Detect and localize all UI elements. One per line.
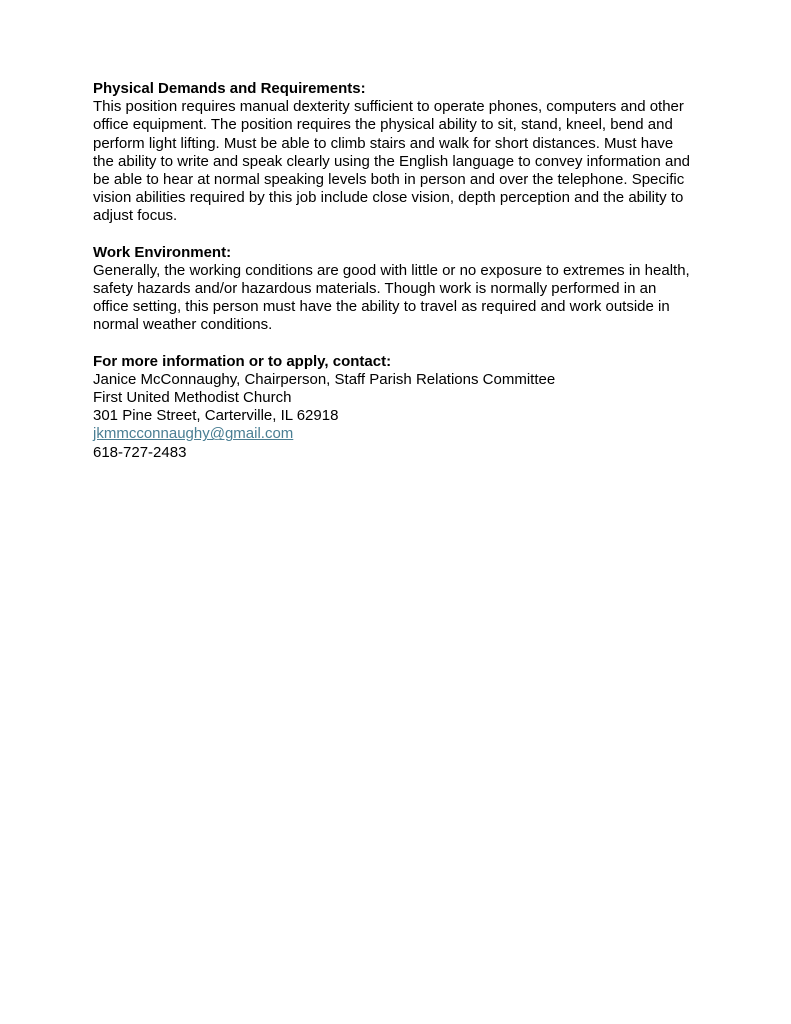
- work-environment-body: Generally, the working conditions are good with little or no exposure to extremes in health, safety hazards and/or hazardous materials. Though work is normally performed in an office setting, this person must have the ability to travel as required and work outside in normal weather conditions.: [93, 261, 690, 334]
- section-contact: [93, 353, 693, 462]
- contact-phone: 618-727-2483: [93, 443, 187, 461]
- contact-address: 301 Pine Street, Carterville, IL 62918: [93, 407, 339, 425]
- contact-email-line: [93, 425, 693, 443]
- contact-heading: For more information or to apply, contact:: [93, 352, 392, 370]
- section-physical-demands: [93, 80, 693, 226]
- contact-organization: First United Methodist Church: [93, 389, 292, 407]
- contact-name-line: Janice McConnaughy, Chairperson, Staff Parish Relations Committee: [93, 370, 556, 388]
- physical-demands-body: This position requires manual dexterity sufficient to operate phones, computers and other office equipment. The position requires the physical ability to sit, stand, kneel, bend and perform light lifting. Must be able to climb stairs and walk for short distances. Must have the ability to write and speak clearly using the English language to convey information and be able to hear at normal speaking levels both in person and over the telephone. Specific vision abilities required by this job include close vision, depth perception and the ability to adjust focus.: [93, 98, 691, 225]
- physical-demands-heading: Physical Demands and Requirements:: [93, 80, 366, 97]
- work-environment-heading: Work Environment:: [93, 243, 232, 261]
- document-content: [93, 80, 693, 462]
- section-work-environment: [93, 244, 693, 335]
- contact-email-link[interactable]: jkmmcconnaughy@gmail.com: [93, 425, 294, 443]
